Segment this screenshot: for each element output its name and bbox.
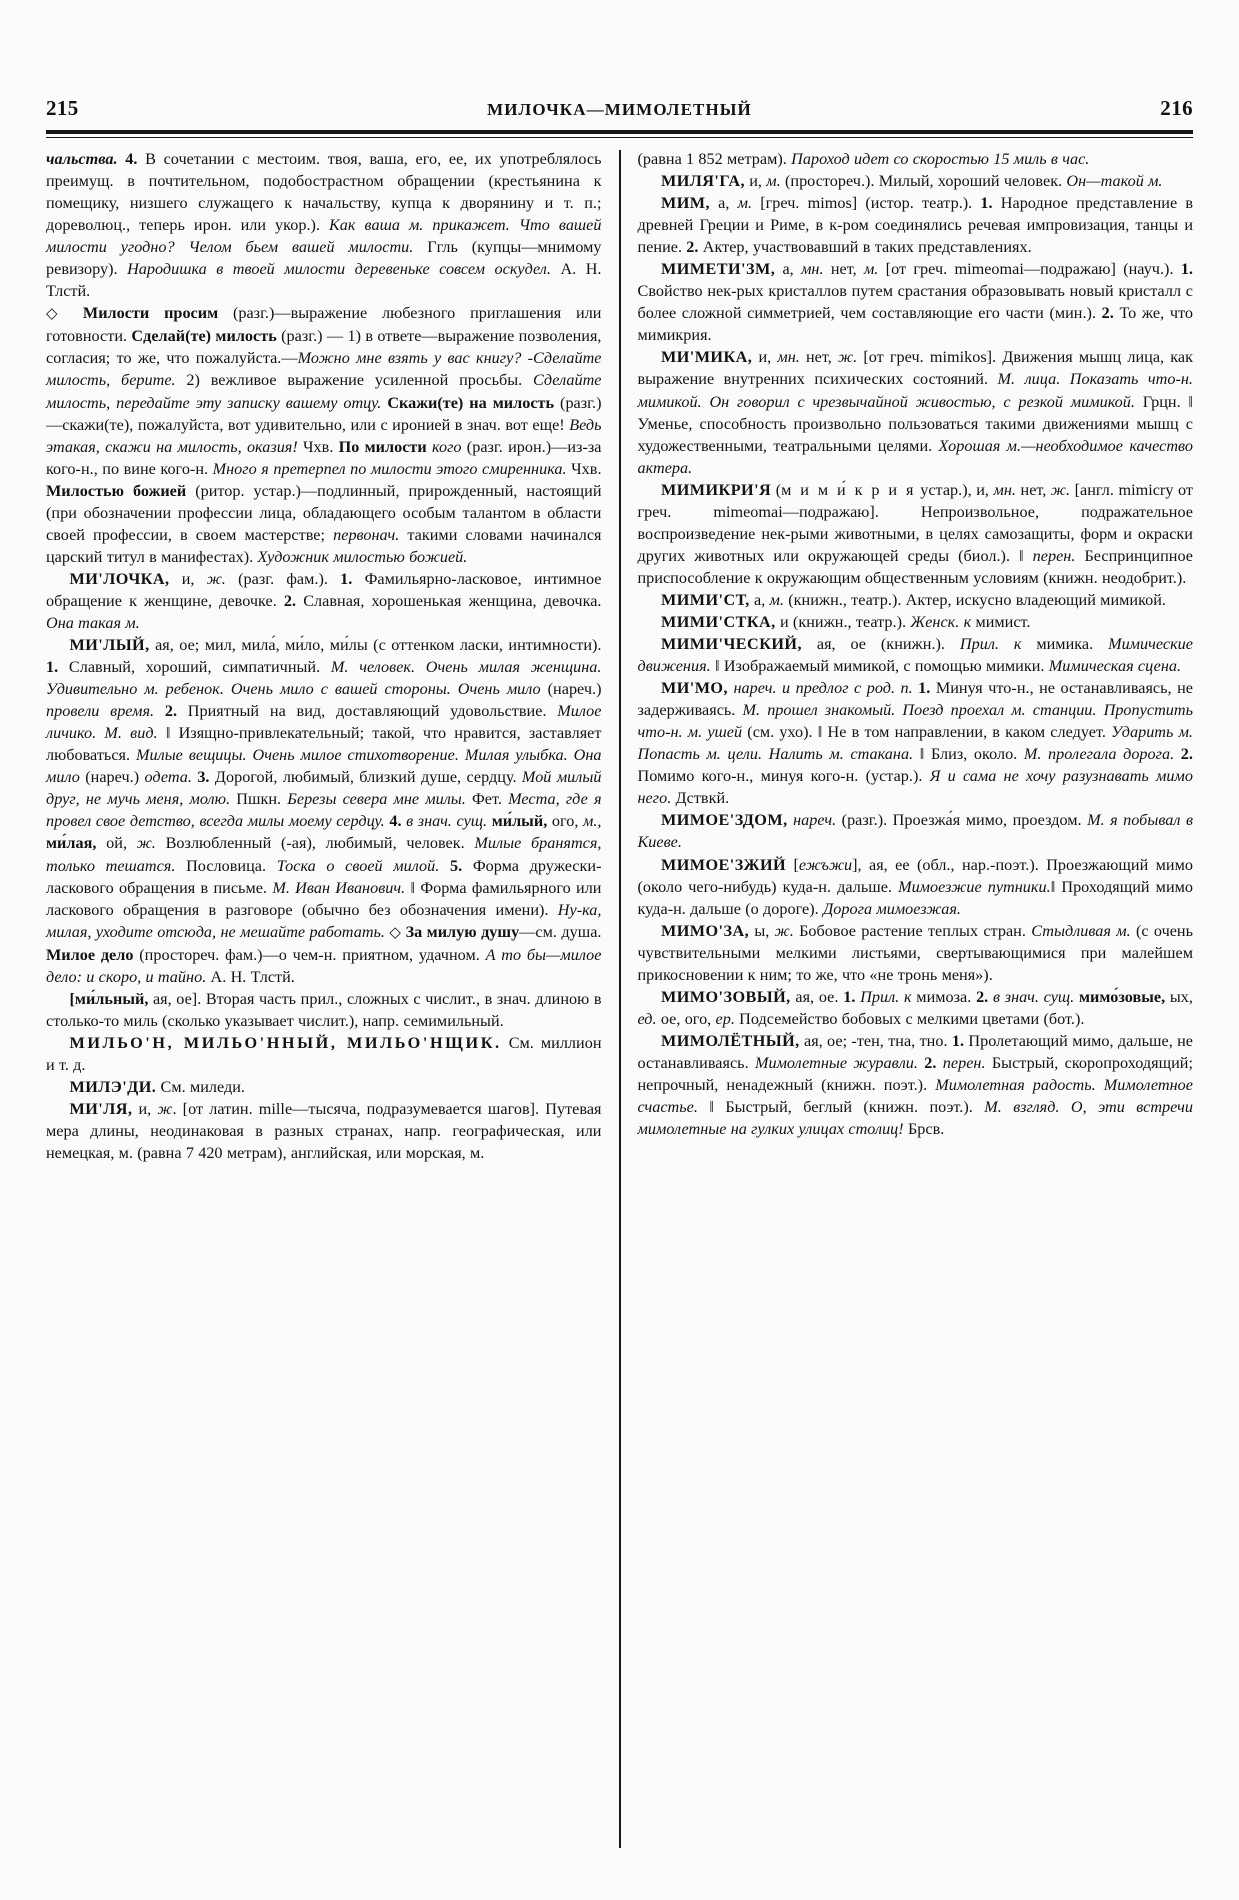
entry-milochka: МИ'ЛОЧКА, и, ж. (разг. фам.). 1. Фамильярно-ласковое, интимное обращение к женщине, девочке. 2. Славная, хорошенькая женщина, девочка. Она такая м. — [46, 569, 602, 632]
entry-miledi: МИЛЭ'ДИ. См. миледи. — [69, 1077, 246, 1096]
diamond-marker: ◇ — [46, 306, 69, 323]
entry-milnyj: [ми́льный, ая, ое]. Вторая часть прил., сложных с числит., в знач. длиною в столько-то миль (сколько указывает числит.), напр. семимильный. — [46, 989, 602, 1030]
entry-milya-continued: (равна 1 852 метрам). Пароход идет со скоростью 15 миль в час. — [637, 150, 1090, 168]
entry-mimetizm: МИМЕТИ'ЗМ, а, мн. нет, м. [от греч. mimeomai—подражаю] (науч.). 1. Свойство нек-рых кристаллов путем срастания образовывать новый кристалл с более сложной симметрией, чем составляющие его части (мин.). 2. То же, что мимикрия. — [637, 260, 1193, 345]
rule-thick — [46, 130, 1193, 134]
entry-mimoza: МИМО'ЗА, ы, ж. Бобовое растение теплых стран. Стыдливая м. (с очень чувствительными мелкими листьями, свертывающимися при малейшем прикосновении к ним; то же, что «не тронь меня»). — [637, 921, 1194, 984]
entry-mimo: МИ'МО, нареч. и предлог с род. п. 1. Минуя что-н., не останавливаясь, не задерживаясь. М. прошел знакомый. Поезд проехал м. станции. Пропустить что-н. м. ушей (см. ухо). ‖ Не в том направлении, в каком следует. Ударить м. Попасть м. цели. Налить м. стакана. ‖ Близ, около. М. пролегала дорога. 2. Помимо кого-н., минуя кого-н. (устар.). Я и сама не хочу разузнавать мимо него. Дствкй. — [637, 679, 1193, 808]
entry-milya: МИ'ЛЯ, и, ж. [от латин. mille—тысяча, подразумевается шагов]. Путевая мера длины, неодинаковая в разных странах, напр. географическая, или немецкая, м. (равна 7 420 метрам), английская, или морская, м. — [46, 1100, 602, 1163]
entry-mimikriya: МИМИКРИ'Я (м и м и́ к р и я устар.), и, мн. нет, ж. [англ. mimicry от греч. mimeomai—подражаю]. Непроизвольное, подражательное воспроизведение нек-рыми животными, в целях самозащиты, форм и окраски других животных или окружающей среды (биол.). ‖ перен. Беспринципное приспособление к окружающим общественным условиям (книжн. неодобрит.). — [637, 480, 1194, 587]
right-column — [621, 148, 1194, 1848]
entry-mimoletnyj: МИМОЛЁТНЫЙ, ая, ое; -тен, тна, тно. 1. Пролетающий мимо, дальше, не останавливаясь. Мимолетные журавли. 2. перен. Быстрый, скоропроходящий; непрочный, ненадежный (книжн. поэт.). Мимолетная радость. Мимолетное счастье. ‖ Быстрый, беглый (книжн. поэт.). М. взгляд. О, эти встречи мимолетные на гулких улицах столиц! Брсв. — [637, 1031, 1193, 1139]
entry-mimoezdom: МИМОЕ'ЗДОМ, нареч. (разг.). Проезжа́я мимо, проездом. М. я побывал в Киеве. — [637, 811, 1193, 852]
entry-mimistka: МИМИ'СТКА, и (книжн., театр.). Женск. к мимист. — [660, 612, 1031, 631]
entry-milosti-prosim: ◇ Милости просим (разг.)—выражение любезного приглашения или готовности. Сделай(те) милость (разг.) — 1) в ответе—выражение позволения, согласия; то же, что пожалуйста.—Можно мне взять у вас книгу? -Сделайте милость, берите. 2) вежливое выражение усиленной просьбы. Сделайте милость, передайте эту записку вашему отцу. Скажи(те) на милость (разг.)—скажи(те), пожалуйста, вот удивительно, или с иронией в знач. вот еще! Ведь этакая, скажи на милость, оказия! Чхв. По милости кого (разг. ирон.)—из-за кого-н., по вине кого-н. Много я претерпел по милости этого смиренника. Чхв. Милостью божией (ритор. устар.)—подлинный, прирожденный, настоящий (при обозначении профессии лица, обладающего особым талантом в области своей профессии, в своем мастерстве; первонач. такими словами начинался царский титул в манифестах). Художник милостью божией. — [46, 304, 602, 566]
left-column — [46, 148, 619, 1848]
entry-mimika: МИ'МИКА, и, мн. нет, ж. [от греч. mimikos]. Движения мышц лица, как выражение внутренних психических состояний. М. лица. Показать что-н. мимикой. Он говорил с чрезвычайной живостью, с резкой мимикой. Грцн. ‖ Уменье, способность произвольно пользоваться такими движениями мышц с художественными, театральными целями. Хорошая м.—необходимое качество актера. — [637, 348, 1194, 477]
entry-mimist: МИМИ'СТ, а, м. (книжн., театр.). Актер, искусно владеющий мимикой. — [660, 590, 1166, 609]
folio-right: 216 — [1160, 96, 1193, 120]
entry-mim: МИМ, а, м. [греч. mimos] (истор. театр.). 1. Народное представление в древней Греции и Риме, в к-ром соединялись речевая импровизация, танцы и пение. 2. Актер, участвовавший в таких представлениях. — [637, 194, 1193, 257]
entry-milyaga: МИЛЯ'ГА, и, м. (простореч.). Милый, хороший человек. Он—такой м. — [660, 172, 1163, 191]
running-head — [46, 96, 1193, 122]
entry-milon: МИЛЬО'Н, МИЛЬО'ННЫЙ, МИЛЬО'НЩИК. См. миллион и т. д. — [46, 1033, 602, 1074]
folio-left: 215 — [46, 96, 79, 120]
entry-mimoezzhij: МИМОЕ'ЗЖИЙ [ежъжи], ая, ее (обл., нар.-поэт.). Проезжающий мимо (около чего-нибудь) куда-н. дальше. Мимоезжие путники.‖ Проходящий мимо куда-н. дальше (о дороге). Дорога мимоезжая. — [637, 855, 1194, 918]
entry-mimicheskij: МИМИ'ЧЕСКИЙ, ая, ое (книжн.). Прил. к мимика. Мимические движения. ‖ Изображаемый мимикой, с помощью мимики. Мимическая сцена. — [637, 635, 1193, 676]
header-rules — [46, 130, 1193, 138]
column-container — [46, 148, 1193, 1848]
running-title: МИЛОЧКА—МИМОЛЕТНЫЙ — [487, 100, 752, 119]
diamond-marker: ◇ — [389, 924, 402, 941]
entry-milyj: МИ'ЛЫЙ, ая, ое; мил, мила́, ми́ло, ми́лы (с оттенком ласки, интимности). 1. Славный, хороший, симпатичный. М. человек. Очень милая женщина. Удивительно м. ребенок. Очень мило с вашей стороны. Очень мило (нареч.) провели время. 2. Приятный на вид, доставляющий удовольствие. Милое личико. М. вид. ‖ Изящно-привлекательный; такой, что нравится, заставляет любоваться. Милые вещицы. Очень милое стихотворение. Милая улыбка. Она мило (нареч.) одета. 3. Дорогой, любимый, близкий душе, сердцу. Мой милый друг, не мучь меня, молю. Пшкн. Березы севера мне милы. Фет. Места, где я провел свое детство, всегда милы моему сердцу. 4. в знач. сущ. ми́лый, ого, м., ми́лая, ой, ж. Возлюбленный (-ая), любимый, человек. Милые бранятся, только тешатся. Пословица. Тоска о своей милой. 5. Форма дружески-ласкового обращения в письме. М. Иван Иванович. ‖ Форма фамильярного или ласкового обращения в разговоре (обычно без обозначения имени). Ну-ка, милая, уходите отсюда, не мешайте работать. ◇ За милую душу—см. душа. Милое дело (простореч. фам.)—о чем-н. приятном, удачном. А то бы—милое дело: и скоро, и тайно. А. Н. Тлстй. — [46, 636, 602, 986]
entry-milost-continued: чальства. 4. В сочетании с местоим. твоя, ваша, его, ее, их употреблялось преимущ. в почтительном, подобострастном обращении (крестьянина к помещику, низшего служащего к начальству, купца к дворянину и т. п.; дореволюц., теперь ирон. или укор.). Как ваша м. прикажет. Что вашей милости угодно? Челом бьем вашей милости. Ггль (купцы—мнимому ревизору). Народишка в твоей милости деревеньке совсем оскудел. А. Н. Тлстй. — [46, 150, 602, 301]
entry-mimozovyj: МИМО'ЗОВЫЙ, ая, ое. 1. Прил. к мимоза. 2. в знач. сущ. мимо́зовые, ых, ед. ое, ого, ер. Подсемейство бобовых с мелкими цветами (бот.). — [637, 987, 1193, 1028]
rule-thin — [46, 137, 1193, 138]
